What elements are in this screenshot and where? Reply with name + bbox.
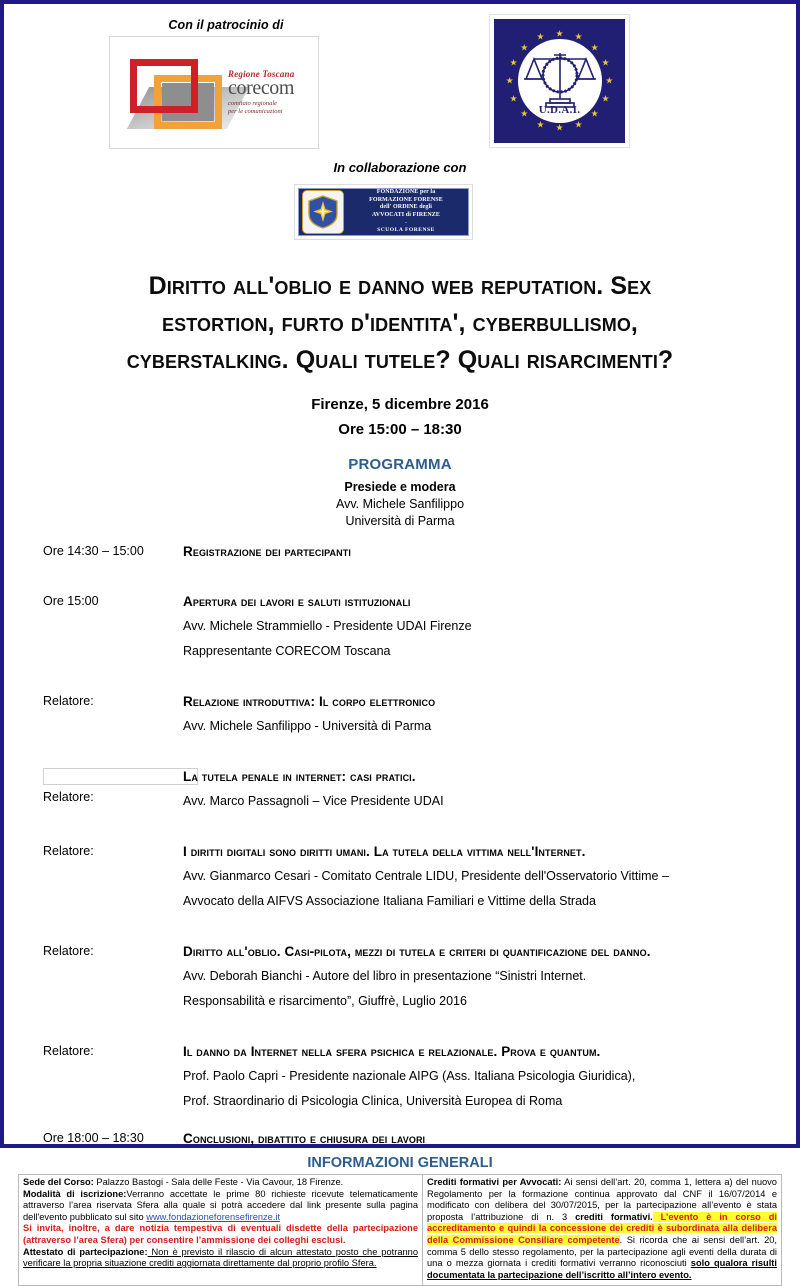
schedule-spacer [18, 1114, 782, 1126]
venue-paragraph [23, 1177, 418, 1189]
schedule-row [18, 689, 782, 739]
event-place-date: Firenze, 5 dicembre 2016 [311, 396, 489, 413]
schedule-body [183, 689, 782, 739]
chair-affiliation: Università di Parma [345, 514, 455, 528]
chair-label: Presiede e modera [344, 480, 456, 494]
credits-text-2: . Si ricorda che ai sensi dell’art. 20, comma 5 dello stesso regolamento, per la partecipazione agli eventi della durata di una o mezza giornata i crediti formativi verranno riconosciuti [427, 1234, 777, 1269]
schedule-body [183, 1126, 782, 1151]
schedule-spacer [18, 564, 782, 589]
fondazione-line-4: AVVOCATI di FIRENZE [372, 212, 440, 218]
fondazione-divider: - [405, 220, 407, 226]
schedule-heading: Diritto all'oblio. Casi-pilota, mezzi di tutela e criteri di quantificazione del danno. [183, 944, 651, 959]
schedule-heading: Conclusioni, dibattito e chiusura dei lavori [183, 1131, 426, 1146]
schedule-heading: Registrazione dei partecipanti [183, 544, 351, 559]
schedule-spacer [18, 1014, 782, 1039]
schedule-time: Ore 14:30 – 15:00 [43, 544, 144, 558]
schedule-spacer [18, 814, 782, 839]
info-section-title: INFORMAZIONI GENERALI [307, 1155, 493, 1171]
schedule-heading: Relazione introduttiva: Il corpo elettronico [183, 694, 436, 709]
schedule-heading: Il danno da Internet nella sfera psichica e relazionale. Prova e quantum. [183, 1044, 601, 1059]
star-icon: ★ [605, 75, 614, 86]
info-cell-right [423, 1175, 781, 1285]
credits-label: Crediti formativi per Avvocati: [427, 1177, 562, 1187]
event-time: Ore 15:00 – 18:30 [338, 421, 462, 438]
page-title [52, 268, 748, 379]
event-details [18, 392, 782, 442]
patronage-section [18, 10, 782, 158]
certificate-label: Attestato di partecipazione: [23, 1246, 148, 1257]
schedule-speaker-line: Avvocato della AIFVS Associazione Italiana Familiari e Vittime della Strada [183, 894, 596, 908]
schedule-time: Relatore: [43, 694, 94, 708]
schedule-body [183, 939, 782, 1014]
credits-bold: crediti formativi. [575, 1211, 653, 1222]
udai-emblem-circle [518, 39, 602, 123]
star-icon: ★ [520, 42, 529, 53]
credits-highlight: L’evento è in corso di accreditamento e quindi la concessione dei crediti è subordinata alla delibera della Commissione Consiliare competente [427, 1211, 778, 1245]
shield-star-icon [308, 195, 338, 229]
star-icon: ★ [555, 122, 564, 133]
schedule-heading: Apertura dei lavori e saluti istituzionali [183, 594, 411, 609]
schedule-speaker-line: Responsabilità e risarcimento”, Giuffrè, Luglio 2016 [183, 994, 467, 1008]
schedule-spacer [18, 914, 782, 939]
schedule-speaker-line: Prof. Straordinario di Psicologia Clinica, Università Europea di Roma [183, 1094, 563, 1108]
schedule-time: Relatore: [43, 944, 94, 958]
star-icon: ★ [505, 75, 514, 86]
schedule-row [18, 939, 782, 1014]
schedule-row [18, 589, 782, 664]
corecom-logo [109, 36, 319, 149]
schedule-speaker-line: Avv. Deborah Bianchi - Autore del libro in presentazione “Sinistri Internet. [183, 969, 587, 983]
credits-underline: solo qualora risulti documentata la partecipazione dell’iscritto all’intero evento. [427, 1258, 777, 1280]
star-icon: ★ [574, 119, 583, 130]
enrolment-label: Modalità di iscrizione: [23, 1188, 127, 1199]
fondazione-forense-logo [294, 184, 473, 240]
star-icon: ★ [536, 119, 545, 130]
corecom-wordmark: corecom [228, 77, 295, 99]
schedule-row [18, 839, 782, 914]
credits-paragraph [427, 1177, 777, 1281]
schedule-body [183, 589, 782, 664]
venue-label: Sede del Corso: [23, 1177, 94, 1187]
title-line-3: cyberstalking. Quali tutele? Quali risarcimenti? [126, 346, 674, 374]
star-icon: ★ [536, 31, 545, 42]
venue-text: Palazzo Bastogi - Sala delle Feste - Via Cavour, 18 Firenze. [93, 1177, 344, 1187]
program-section-title: PROGRAMMA [348, 456, 452, 473]
collaboration-section [18, 160, 782, 260]
info-table [18, 1174, 782, 1286]
patronage-label: Con il patrocinio di [168, 18, 284, 32]
schedule-speaker-line: Rappresentante CORECOM Toscana [183, 644, 391, 658]
enrolment-text: Verranno accettate le prime 80 richieste ricevute telematicamente attraverso l’area riservata Sfera alla quale si potrà accedere dal link presente sulla pagina dell'evento pubblicato sul sito [23, 1188, 418, 1222]
schedule-body [183, 539, 782, 564]
schedule-heading: I diritti digitali sono diritti umani. La tutela della vittima nell'Internet. [183, 844, 586, 859]
star-icon: ★ [590, 42, 599, 53]
title-line-1: Diritto all'oblio e danno web reputation. Sex [148, 272, 652, 300]
program-schedule [18, 539, 782, 1151]
star-icon: ★ [520, 108, 529, 119]
title-line-2: estortion, furto d'identita', cyberbullismo, [162, 309, 638, 337]
star-icon: ★ [509, 93, 518, 104]
star-icon: ★ [601, 57, 610, 68]
cancellation-notice: Si invita, inoltre, a dare notizia tempestiva di eventuali disdette della partecipazione (attraverso l’area Sfera) per consentire l’ammissione dei colleghi esclusi. [23, 1223, 418, 1245]
certificate-paragraph [23, 1247, 418, 1270]
udai-label: U.D.A.I. [538, 104, 581, 116]
schedule-body [183, 764, 782, 814]
schedule-heading: La tutela penale in internet: casi pratici. [183, 769, 416, 784]
star-icon: ★ [590, 108, 599, 119]
star-icon: ★ [574, 31, 583, 42]
enrolment-paragraph [23, 1189, 418, 1224]
schedule-speaker-line: Prof. Paolo Capri - Presidente nazionale AIPG (Ass. Italiana Psicologia Giuridica), [183, 1069, 636, 1083]
schedule-row [18, 1039, 782, 1114]
info-cell-left [19, 1175, 423, 1285]
schedule-row [18, 764, 782, 814]
schedule-spacer [18, 739, 782, 764]
collaboration-label: In collaborazione con [333, 160, 467, 175]
schedule-time: Relatore: [43, 1044, 94, 1058]
corecom-subtitle-line2: per le comunicazioni [228, 108, 283, 115]
certificate-text: Non è previsto il rilascio di alcun attestato posto che potranno verificare la propria situazione crediti aggiornata direttamente dal proprio profilo Sfera. [23, 1246, 418, 1269]
schedule-time: Ore 18:00 – 18:30 [43, 1131, 144, 1145]
star-icon: ★ [509, 57, 518, 68]
schedule-time: Ore 15:00 [43, 594, 99, 608]
schedule-speaker-line: Avv. Marco Passagnoli – Vice Presidente UDAI [183, 794, 444, 808]
fondazione-line-3: dell' ORDINE degli [379, 204, 433, 211]
schedule-time: Relatore: [43, 844, 94, 858]
credits-text-1: Ai sensi dell’art. 20, comma 1, lettera a) del nuovo Regolamento per la formazione continua approvato dal CNF il 16/07/2014 e modificato con delibera del 30/07/2015, per la partecipazione all’evento è stata proposta l’attribuzione di n. 3 [427, 1177, 777, 1222]
fondazione-line-2: FORMAZIONE FORENSE [369, 196, 443, 203]
udai-logo [489, 14, 630, 148]
schedule-time-label: Relatore: [43, 790, 94, 804]
schedule-speaker-line: Avv. Michele Strammiello - Presidente UDAI Firenze [183, 619, 472, 633]
schedule-body [183, 1039, 782, 1114]
fondazione-website-link[interactable]: www.fondazioneforensefirenze.it [146, 1211, 281, 1222]
schedule-time [43, 764, 183, 810]
empty-input-field[interactable] [43, 768, 198, 785]
schedule-spacer [18, 664, 782, 689]
fondazione-line-6: SCUOLA FORENSE [377, 227, 435, 234]
corecom-subtitle-line1: comitato regionale [228, 100, 278, 107]
schedule-row [18, 539, 782, 564]
fondazione-line-1: FONDAZIONE per la [376, 189, 436, 196]
chair-name: Avv. Michele Sanfilippo [335, 497, 465, 511]
schedule-speaker-line: Avv. Gianmarco Cesari - Comitato Centrale LIDU, Presidente dell'Osservatorio Vittime – [183, 869, 669, 883]
schedule-body [183, 839, 782, 914]
star-icon: ★ [555, 28, 564, 39]
corecom-regione-text: Regione Toscana [228, 69, 295, 79]
corecom-red-square-icon [130, 59, 198, 113]
schedule-speaker-line: Avv. Michele Sanfilippo - Università di Parma [183, 719, 432, 733]
schedule-row [18, 1126, 782, 1151]
star-icon: ★ [601, 93, 610, 104]
